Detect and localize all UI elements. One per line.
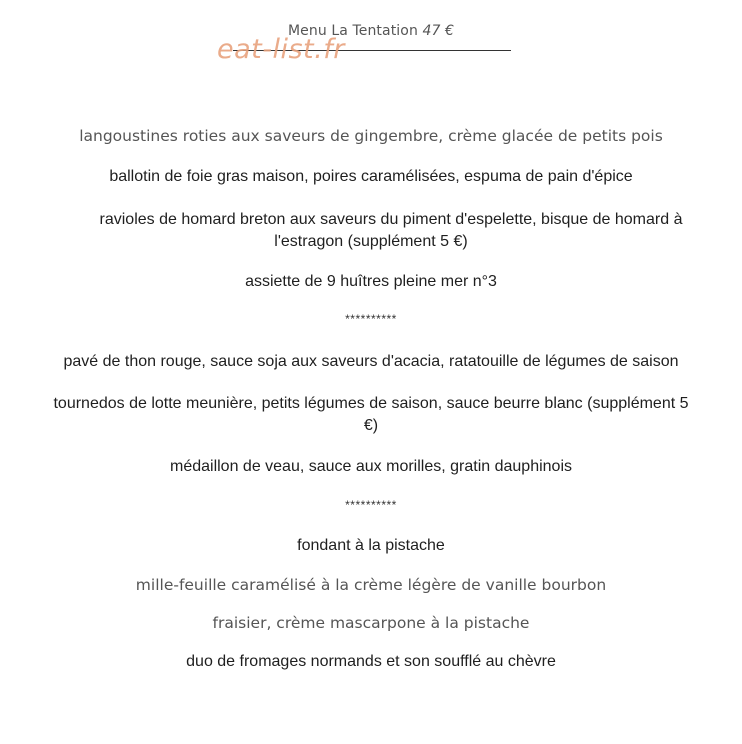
dessert-item: fraisier, crème mascarpone à la pistache xyxy=(212,614,530,632)
menu-title-price: 47 € xyxy=(422,23,455,39)
main-item: médaillon de veau, sauce aux morilles, gratin dauphinois xyxy=(169,458,572,475)
course-separator: ********** xyxy=(345,312,397,326)
dessert-item: mille-feuille caramélisé à la crème légère de vanille bourbon xyxy=(135,576,607,594)
watermark-logo: eat-list.fr xyxy=(217,34,345,65)
main-item: tournedos de lotte meunière, petits légumes de saison, sauce beurre blanc (supplément 5 xyxy=(53,395,689,412)
main-item: pavé de thon rouge, sauce soja aux saveurs d'acacia, ratatouille de légumes de saison xyxy=(63,353,679,370)
main-item-continued: €) xyxy=(363,417,379,434)
starter-item: assiette de 9 huîtres pleine mer n°3 xyxy=(245,273,497,290)
dessert-item: duo de fromages normands et son soufflé au chèvre xyxy=(186,653,556,670)
starter-item-continued: l'estragon (supplément 5 €) xyxy=(274,233,468,250)
menu-title-name: Menu La Tentation xyxy=(287,23,423,39)
dessert-item: fondant à la pistache xyxy=(297,537,445,554)
starter-item: ballotin de foie gras maison, poires caramélisées, espuma de pain d'épice xyxy=(109,168,633,185)
menu-header xyxy=(0,22,742,40)
starter-item: langoustines roties aux saveurs de gingembre, crème glacée de petits pois xyxy=(79,127,663,145)
starter-item: ravioles de homard breton aux saveurs du piment d'espelette, bisque de homard à xyxy=(99,211,683,228)
course-separator: ********** xyxy=(345,498,397,512)
